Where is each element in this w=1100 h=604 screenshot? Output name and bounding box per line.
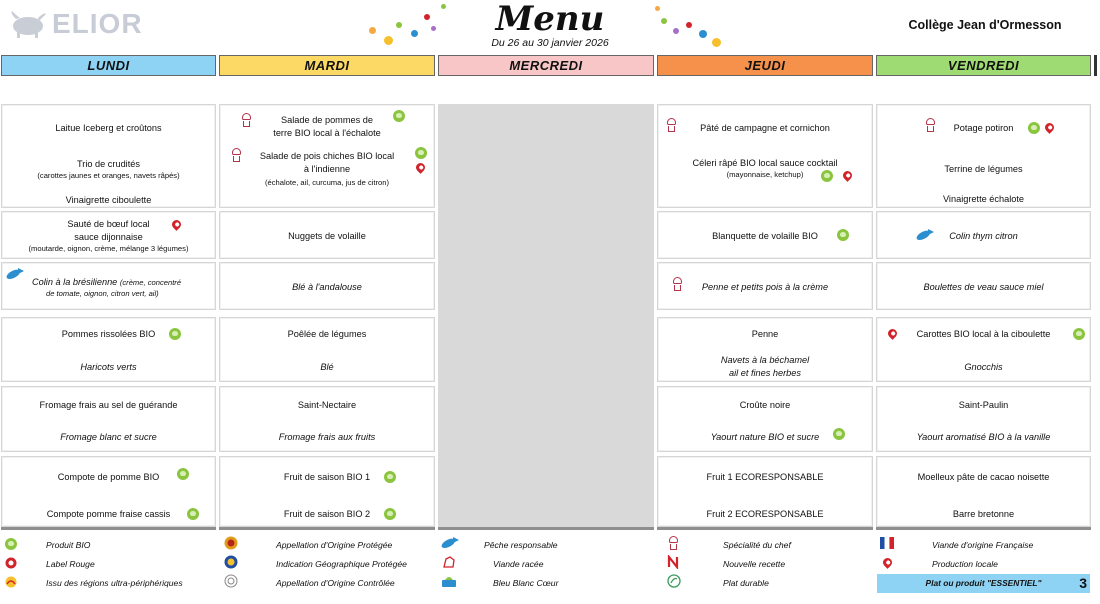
organic-bio-icon <box>384 508 396 520</box>
menu-item-detail: (moutarde, oignon, crème, mélange 3 légumes) <box>28 244 189 253</box>
day-header-jeudi: JEUDI <box>657 55 873 76</box>
vendredi-fromage-cell <box>876 386 1091 452</box>
lundi-poisson-cell <box>1 262 216 310</box>
mardi-entree-cell <box>219 104 435 208</box>
menu-item: Blé à l'andalouse <box>292 282 362 292</box>
sustainable-dish-icon <box>667 574 681 588</box>
menu-item: Boulettes de veau sauce miel <box>923 282 1044 292</box>
menu-item-detail: (carottes jaunes et oranges, navets râpés) <box>37 171 180 180</box>
menu-item: Croûte noire <box>739 400 791 410</box>
mardi-viande-cell <box>219 211 435 259</box>
organic-bio-icon <box>169 328 181 340</box>
aoc-seal-icon <box>224 574 238 588</box>
ultra-peripheral-regions-icon <box>5 576 17 588</box>
legend-divider <box>438 527 654 530</box>
day-header-vendredi: VENDREDI <box>876 55 1091 76</box>
week-dates: Du 26 au 30 janvier 2026 <box>491 37 609 49</box>
menu-item: Laitue Iceberg et croûtons <box>55 123 162 133</box>
legend-viande-fr: Viande d'origine Française <box>932 540 1034 550</box>
responsible-fishing-icon <box>6 268 24 280</box>
french-flag-icon <box>880 537 894 549</box>
menu-item-detail: (échalote, ail, curcuma, jus de citron) <box>264 178 390 187</box>
chef-specialty-icon <box>668 536 679 551</box>
menu-item: Barre bretonne <box>952 509 1015 519</box>
menu-item: Blé <box>320 362 334 372</box>
menu-item: terre BIO local à l'échalote <box>273 128 381 138</box>
vendredi-poisson-cell <box>876 262 1091 310</box>
menu-item: à l'indienne <box>303 164 351 174</box>
lundi-legumes-cell <box>1 317 216 382</box>
menu-item: Fromage frais aux fruits <box>278 432 376 442</box>
menu-item: Navets à la béchamel <box>720 355 810 365</box>
menu-item: Fruit 1 ECORESPONSABLE <box>706 472 824 482</box>
jeudi-viande-cell <box>657 211 873 259</box>
menu-item: Pommes rissolées BIO <box>61 329 156 339</box>
menu-item-detail: (crème, concentré <box>119 278 182 287</box>
mardi-fromage-cell <box>219 386 435 452</box>
menu-item: Blanquette de volaille BIO <box>712 231 818 241</box>
menu-item: Céleri râpé BIO local sauce cocktail <box>692 158 838 168</box>
lundi-fromage-cell <box>1 386 216 452</box>
lundi-viande-cell <box>1 211 216 259</box>
legend-divider <box>219 527 435 530</box>
day-header-lundi: LUNDI <box>1 55 216 76</box>
organic-bio-icon <box>837 229 849 241</box>
day-header-mardi: MARDI <box>219 55 435 76</box>
jeudi-fromage-cell <box>657 386 873 452</box>
vendredi-legumes-cell <box>876 317 1091 382</box>
bleu-blanc-coeur-icon <box>441 574 457 588</box>
legend-durable: Plat durable <box>723 578 769 588</box>
legend-aop: Appellation d'Origine Protégée <box>276 540 393 550</box>
menu-item: Colin thym citron <box>949 231 1018 241</box>
jeudi-entree-cell <box>657 104 873 208</box>
jeudi-dessert-cell <box>657 456 873 527</box>
school-name: Collège Jean d'Ormesson <box>908 18 1062 32</box>
legend-divider <box>1 527 216 530</box>
day-header-mercredi: MERCREDI <box>438 55 654 76</box>
menu-item: Salade de pommes de <box>281 115 373 125</box>
organic-bio-icon <box>5 538 17 550</box>
menu-item: Terrine de légumes <box>944 164 1023 174</box>
new-recipe-icon <box>667 555 681 569</box>
legend-peche: Pêche responsable <box>484 540 558 550</box>
mercredi-closed-column <box>438 104 654 527</box>
lundi-dessert-cell <box>1 456 216 527</box>
menu-item-detail: (mayonnaise, ketchup) <box>726 170 804 179</box>
organic-bio-icon <box>393 110 405 122</box>
legend-nouvelle: Nouvelle recette <box>723 559 786 569</box>
menu-item: Fruit de saison BIO 1 <box>283 472 371 482</box>
mardi-legumes-cell <box>219 317 435 382</box>
menu-item: Penne et petits pois à la crème <box>701 282 829 292</box>
menu-item: Carottes BIO local à la ciboulette <box>916 329 1051 339</box>
legend-rup: Issu des régions ultra-périphériques <box>46 578 183 588</box>
vendredi-dessert-cell <box>876 456 1091 527</box>
menu-item: Saint-Nectaire <box>297 400 357 410</box>
brand-name: ELIOR <box>52 8 143 39</box>
elior-logo <box>8 6 158 42</box>
vendredi-viande-cell <box>876 211 1091 259</box>
menu-item: Compote pomme fraise cassis <box>46 509 171 519</box>
breed-meat-icon <box>442 555 456 569</box>
jeudi-legumes-cell <box>657 317 873 382</box>
menu-item: Compote de pomme BIO <box>57 472 160 482</box>
menu-item: Fruit 2 ECORESPONSABLE <box>706 509 824 519</box>
lundi-entree-cell <box>1 104 216 208</box>
menu-item: Vinaigrette ciboulette <box>65 195 152 205</box>
menu-item: Trio de crudités <box>77 159 140 169</box>
menu-item: Penne <box>751 329 779 339</box>
legend-bbc: Bleu Blanc Cœur <box>493 578 559 588</box>
legend-bio: Produit BIO <box>46 540 91 550</box>
responsible-fishing-icon <box>441 537 459 549</box>
legend-chef: Spécialité du chef <box>723 540 791 550</box>
menu-item: Moelleux pâte de cacao noisette <box>917 472 1050 482</box>
header-edge <box>1094 55 1097 76</box>
legend-label-rouge: Label Rouge <box>46 559 95 569</box>
organic-bio-icon <box>177 468 189 480</box>
menu-item: Yaourt nature BIO et sucre <box>710 432 820 442</box>
legend-viande-racee: Viande racée <box>493 559 544 569</box>
legend-igp: Indication Géographique Protégée <box>276 559 407 569</box>
menu-item: Fruit de saison BIO 2 <box>283 509 371 519</box>
menu-item: ail et fines herbes <box>728 368 801 378</box>
page-title: Menu <box>495 0 605 39</box>
local-production-icon <box>881 556 894 569</box>
organic-bio-icon <box>821 170 833 182</box>
page-number: 3 <box>1079 575 1087 591</box>
menu-item: Saint-Paulin <box>958 400 1009 410</box>
mardi-poisson-cell <box>219 262 435 310</box>
jeudi-poisson-cell <box>657 262 873 310</box>
menu-item-detail: de tomate, oignon, citron vert, ail) <box>46 289 159 298</box>
menu-item: Vinaigrette échalote <box>942 194 1025 204</box>
essential-product-banner <box>877 574 1090 593</box>
menu-item: sauce dijonnaise <box>74 232 143 242</box>
organic-bio-icon <box>833 428 845 440</box>
menu-item: Colin à la brésilienne <box>32 277 118 287</box>
menu-item: Pâté de campagne et cornichon <box>700 123 830 133</box>
organic-bio-icon <box>384 471 396 483</box>
vendredi-entree-cell <box>876 104 1091 208</box>
menu-item: Haricots verts <box>80 362 137 372</box>
menu-item: Nuggets de volaille <box>288 231 366 241</box>
organic-bio-icon <box>187 508 199 520</box>
bull-logo-icon <box>8 9 48 39</box>
menu-item: Fromage blanc et sucre <box>60 432 157 442</box>
organic-bio-icon <box>415 147 427 159</box>
legend-locale: Production locale <box>932 559 998 569</box>
menu-item: Salade de pois chiches BIO local <box>259 151 395 161</box>
menu-item: Potage potiron <box>953 123 1014 133</box>
igp-seal-icon <box>224 555 238 569</box>
menu-item: Yaourt aromatisé BIO à la vanille <box>916 432 1051 442</box>
label-rouge-icon <box>5 557 17 569</box>
menu-item: Poêlée de légumes <box>287 329 367 339</box>
organic-bio-icon <box>1028 122 1040 134</box>
organic-bio-icon <box>1073 328 1085 340</box>
menu-item: Sauté de bœuf local <box>67 219 150 229</box>
mardi-dessert-cell <box>219 456 435 527</box>
aop-seal-icon <box>224 536 238 550</box>
legend-divider <box>657 527 873 530</box>
legend-divider <box>876 527 1091 530</box>
legend-essentiel: Plat ou produit "ESSENTIEL" <box>925 578 1042 588</box>
menu-item: Fromage frais au sel de guérande <box>39 400 178 410</box>
legend-aoc: Appellation d'Origine Contrôlée <box>276 578 395 588</box>
menu-item: Gnocchis <box>964 362 1003 372</box>
